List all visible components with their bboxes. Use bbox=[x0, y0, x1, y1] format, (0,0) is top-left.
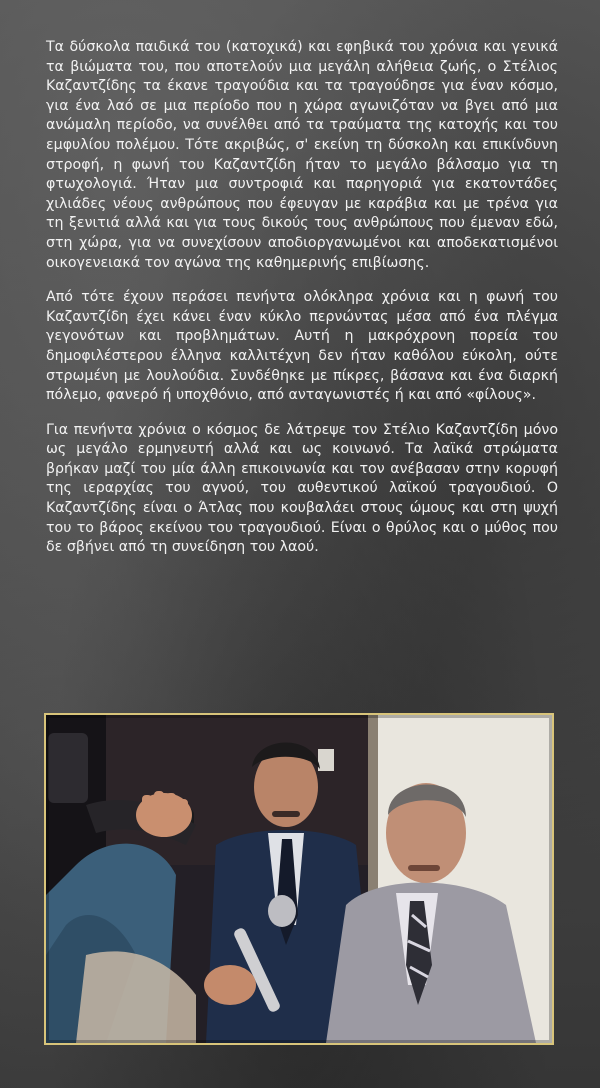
article-text bbox=[46, 38, 558, 573]
paragraph-3: Για πενήντα χρόνια ο κόσμος δε λάτρεψε τον Στέλιο Καζαντζίδη μόνο ως μεγάλο ερμηνευτή αλλά και ως κοινωνό. Τα λαϊκά στρώματα βρήκαν μαζί του μία άλλη επικοινωνία και τον ανέβασαν στην κορυφή της ιεραρχίας του αγνού, του αυθεντικού λαϊκού τραγουδιού. Ο Καζαντζίδης είναι ο Άτλας που κουβαλάει στους ώμους και στη ψυχή του το βάρος εκείνου του τραγουδιού. Είναι ο θρύλος και ο μύθος που δε σβήνει από τη συνείδηση του λαού. bbox=[46, 421, 558, 556]
paragraph-2: Από τότε έχουν περάσει πενήντα ολόκληρα χρόνια και η φωνή του Καζαντζίδη έχει κάνει έναν κύκλο περνώντας μέσα από ένα πλέγμα γεγονότων και προβλημάτων. Αυτή η μακρόχρονη πορεία του δημοφιλέστερου έλληνα καλλιτέχνη δεν ήταν καθόλου εύκολη, ούτε στρωμένη με λουλούδια. Συνδέθηκε με πίκρες, βάσανα και ένα διαρκή πόλεμο, φανερό ή υποχθόνιο, από ανταγωνιστές ή και από «φίλους». bbox=[46, 289, 558, 404]
paragraph-1: Τα δύσκολα παιδικά του (κατοχικά) και εφηβικά του χρόνια και γενικά τα βιώματα του, που αποτελούν μια μεγάλη αλήθεια ζωής, ο Στέλιος Καζαντζίδης τα έκανε τραγούδια και τα τραγούδησε για έναν κόσμο, για ένα λαό σε μια περίοδο που η χώρα αγωνιζόταν να βγει από μια ανώμαλη περίοδο, να συνέλθει από τα τραύματα της κατοχής και του εμφυλίου πολέμου. Τότε ακριβώς, σ' εκείνη τη δύσκολη και επικίνδυνη στροφή, η φωνή του Καζαντζίδη ήταν το μεγάλο βάλσαμο για τη φτωχολογιά. Ήταν μια συντροφιά και παρηγοριά για εκατοντάδες χιλιάδες νέους ανθρώπους που έφευγαν με καράβια και με τρένα για τη ξενιτιά αλλά και για τους δικούς τους ανθρώπους που έμεναν εδώ, στη χώρα, για να συνεχίσουν αποδιοργανωμένοι και αποδεκατισμένοι οικογενειακά τον αγώνα της καθημερινής επιβίωσης. bbox=[46, 39, 558, 271]
interview-photo bbox=[44, 713, 554, 1045]
interview-photo-illustration bbox=[46, 715, 552, 1043]
